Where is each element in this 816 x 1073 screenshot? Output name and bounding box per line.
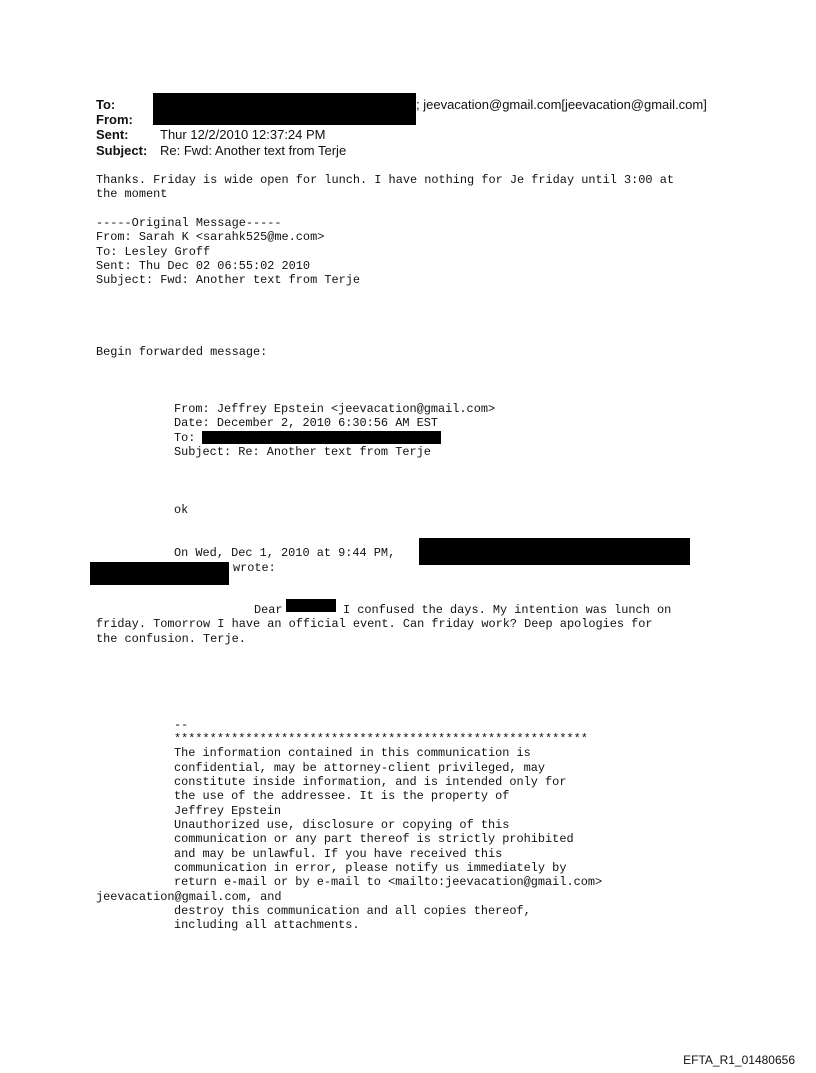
wrote-label: wrote:	[233, 561, 276, 575]
forwarded-from: From: Jeffrey Epstein <jeevacation@gmail.com>	[174, 402, 496, 416]
disclaimer-line: destroy this communication and all copies thereof,	[174, 904, 531, 918]
forwarded-date: Date: December 2, 2010 6:30:56 AM EST	[174, 416, 439, 430]
disclaimer-line: Jeffrey Epstein	[174, 804, 282, 818]
disclaimer-line: The information contained in this communication is	[174, 746, 531, 760]
redaction-bar	[286, 599, 336, 612]
original-to: To: Lesley Groff	[96, 245, 211, 259]
sent-value: Thur 12/2/2010 12:37:24 PM	[160, 127, 326, 142]
sent-label: Sent:	[96, 127, 129, 142]
disclaimer-line: constitute inside information, and is intended only for	[174, 775, 567, 789]
bates-number: EFTA_R1_01480656	[683, 1053, 795, 1067]
subject-label: Subject:	[96, 143, 148, 158]
redaction-bar	[202, 431, 441, 444]
to-label: To:	[96, 97, 116, 112]
disclaimer-outdent-line: jeevacation@gmail.com, and	[96, 890, 282, 904]
redaction-bar	[419, 538, 690, 565]
original-separator: -----Original Message-----	[96, 216, 282, 230]
reply-line-1: Thanks. Friday is wide open for lunch. I have nothing for Je friday until 3:00 at	[96, 173, 674, 187]
from-label: From:	[96, 112, 133, 127]
disclaimer-line: communication in error, please notify us immediately by	[174, 861, 567, 875]
disclaimer-line: and may be unlawful. If you have received this	[174, 847, 503, 861]
disclaimer-line: communication or any part thereof is strictly prohibited	[174, 832, 574, 846]
quoted-line-3: the confusion. Terje.	[96, 632, 246, 646]
on-wrote-line: On Wed, Dec 1, 2010 at 9:44 PM,	[174, 546, 396, 560]
disclaimer-line: return e-mail or by e-mail to <mailto:jeevacation@gmail.com>	[174, 875, 603, 889]
forwarded-subject: Subject: Re: Another text from Terje	[174, 445, 431, 459]
subject-value: Re: Fwd: Another text from Terje	[160, 143, 347, 158]
disclaimer-line: Unauthorized use, disclosure or copying of this	[174, 818, 510, 832]
signature-dashes: --	[174, 718, 189, 732]
original-subject: Subject: Fwd: Another text from Terje	[96, 273, 361, 287]
disclaimer-line: including all attachments.	[174, 918, 360, 932]
reply-line-2: the moment	[96, 187, 168, 201]
disclaimer-line: the use of the addressee. It is the property of	[174, 789, 510, 803]
forwarded-to: To:	[174, 431, 196, 445]
signature-stars: **********************************************************	[174, 732, 588, 746]
to-value: ; jeevacation@gmail.com[jeevacation@gmail.com]	[416, 97, 707, 112]
quoted-line-1: I confused the days. My intention was lunch on	[343, 603, 672, 617]
redaction-bar	[153, 93, 416, 125]
forwarded-body: ok	[174, 503, 189, 517]
disclaimer-line: confidential, may be attorney-client privileged, may	[174, 761, 546, 775]
redaction-bar	[90, 562, 229, 585]
quoted-line-2: friday. Tomorrow I have an official event. Can friday work? Deep apologies for	[96, 617, 653, 631]
forwarded-intro: Begin forwarded message:	[96, 345, 268, 359]
original-sent: Sent: Thu Dec 02 06:55:02 2010	[96, 259, 311, 273]
dear-word: Dear	[254, 603, 283, 617]
original-from: From: Sarah K <sarahk525@me.com>	[96, 230, 325, 244]
